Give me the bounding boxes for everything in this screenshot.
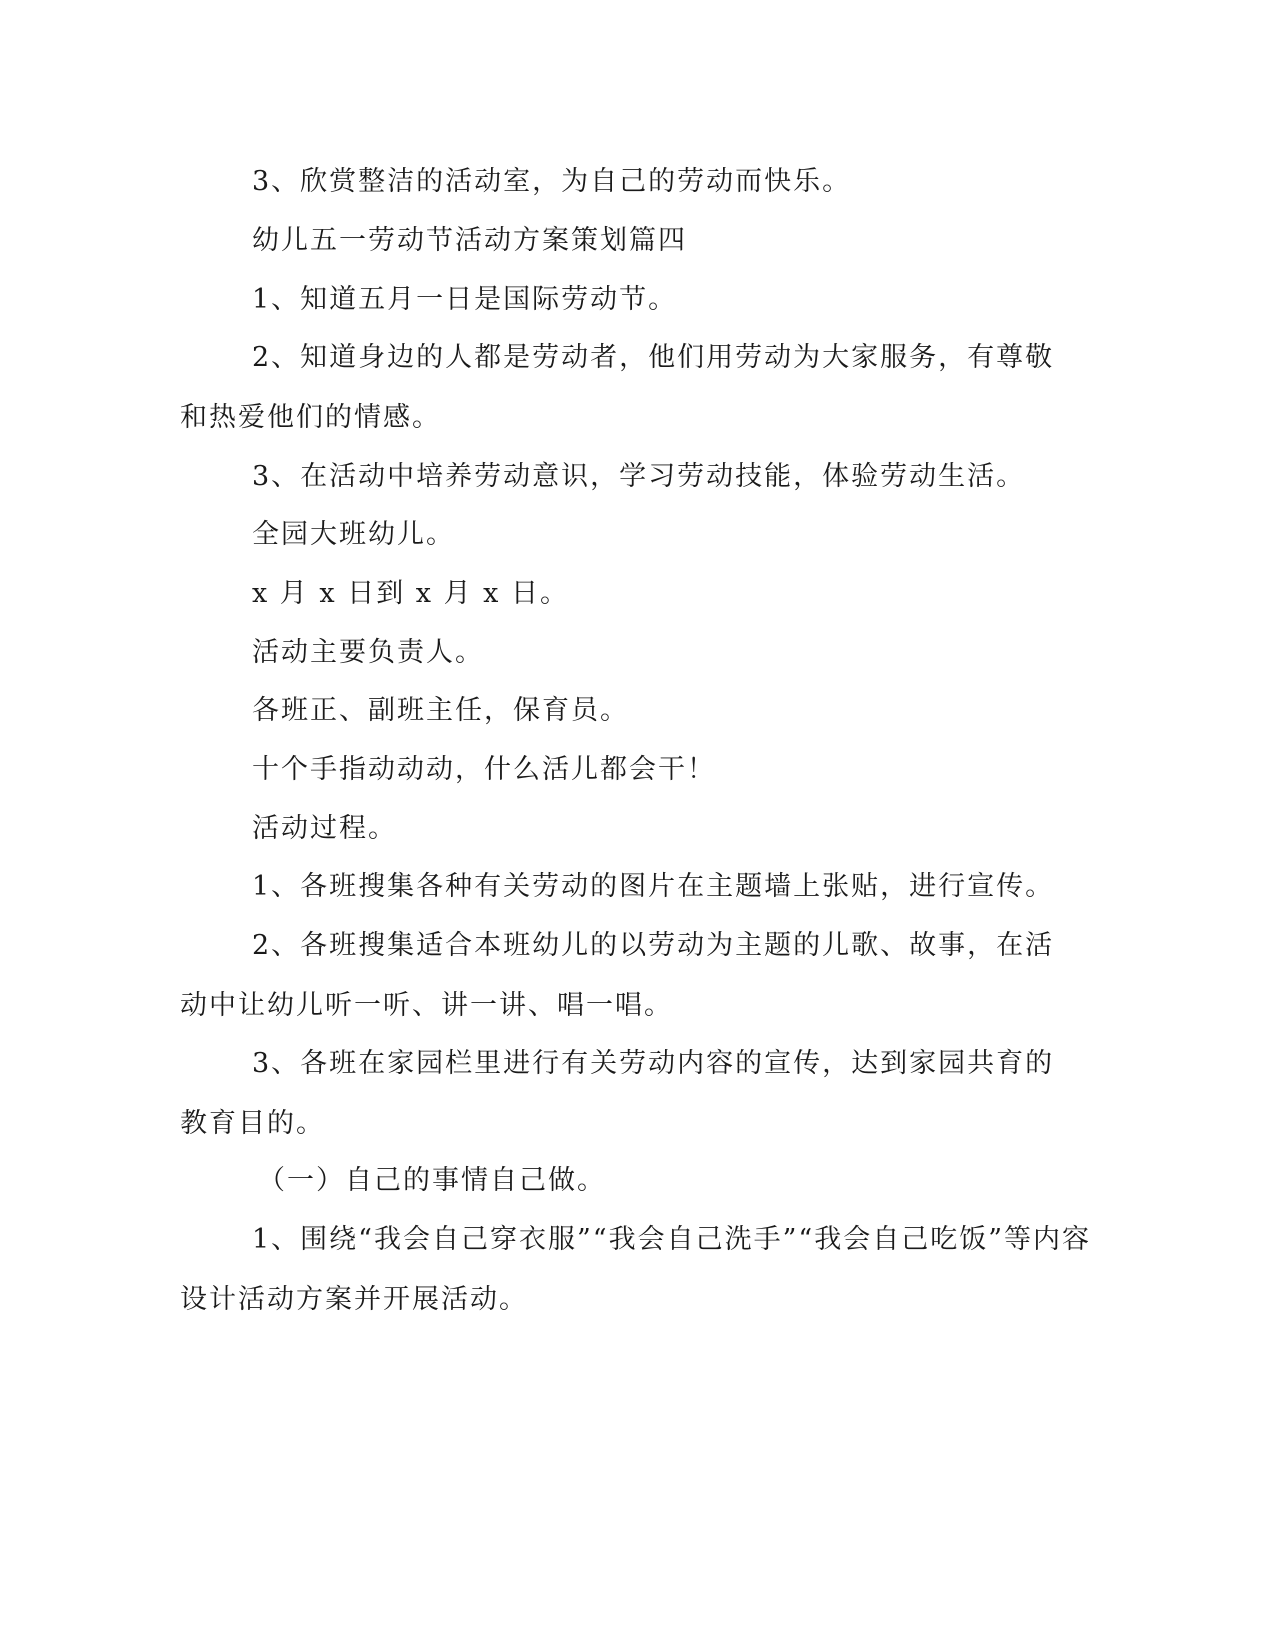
paragraph-line: 1、围绕“我会自己穿衣服”“我会自己洗手”“我会自己吃饭”等内容	[252, 1224, 1091, 1255]
paragraph-line: 各班正、副班主任，保育员。	[252, 695, 629, 726]
paragraph-13	[180, 916, 1055, 1036]
paragraph-15	[180, 1151, 1040, 1211]
paragraph-4	[180, 328, 1055, 448]
paragraph-9	[180, 681, 1040, 741]
paragraph-10	[180, 740, 1040, 800]
paragraph-8	[180, 623, 1040, 683]
paragraph-line: 设计活动方案并开展活动。	[180, 1284, 528, 1315]
paragraph-7	[180, 564, 1040, 624]
paragraph-line: 1、知道五月一日是国际劳动节。	[252, 284, 678, 315]
paragraph-line: 幼儿五一劳动节活动方案策划篇四	[252, 225, 687, 256]
paragraph-line: 十个手指动动动，什么活儿都会干！	[252, 754, 716, 785]
paragraph-line: 活动过程。	[252, 813, 397, 844]
paragraph-6	[180, 505, 1040, 565]
paragraph-line: 2、知道身边的人都是劳动者，他们用劳动为大家服务，有尊敬	[252, 342, 1055, 373]
paragraph-14	[180, 1034, 1055, 1154]
paragraph-line: （一）自己的事情自己做。	[258, 1165, 606, 1196]
paragraph-line: 和热爱他们的情感。	[180, 402, 441, 433]
paragraph-line: 3、各班在家园栏里进行有关劳动内容的宣传，达到家园共育的	[252, 1048, 1055, 1079]
paragraph-16	[180, 1210, 1091, 1330]
paragraph-line: 活动主要负责人。	[252, 637, 484, 668]
paragraph-line: 1、各班搜集各种有关劳动的图片在主题墙上张贴，进行宣传。	[252, 871, 1055, 902]
paragraph-3	[180, 270, 1040, 330]
paragraph-line: 2、各班搜集适合本班幼儿的以劳动为主题的儿歌、故事，在活	[252, 930, 1055, 961]
paragraph-line: 动中让幼儿听一听、讲一讲、唱一唱。	[180, 990, 673, 1021]
paragraph-line: 全园大班幼儿。	[252, 519, 455, 550]
paragraph-line: x 月 x 日到 x 月 x 日。	[252, 578, 569, 609]
paragraph-5	[180, 447, 1040, 507]
section-heading	[180, 211, 1040, 271]
paragraph-12	[180, 857, 1055, 917]
paragraph-line: 3、在活动中培养劳动意识，学习劳动技能，体验劳动生活。	[252, 461, 1026, 492]
paragraph-1	[180, 152, 1040, 212]
paragraph-line: 3、欣赏整洁的活动室，为自己的劳动而快乐。	[252, 166, 852, 197]
paragraph-11	[180, 799, 1040, 859]
paragraph-line: 教育目的。	[180, 1108, 325, 1139]
